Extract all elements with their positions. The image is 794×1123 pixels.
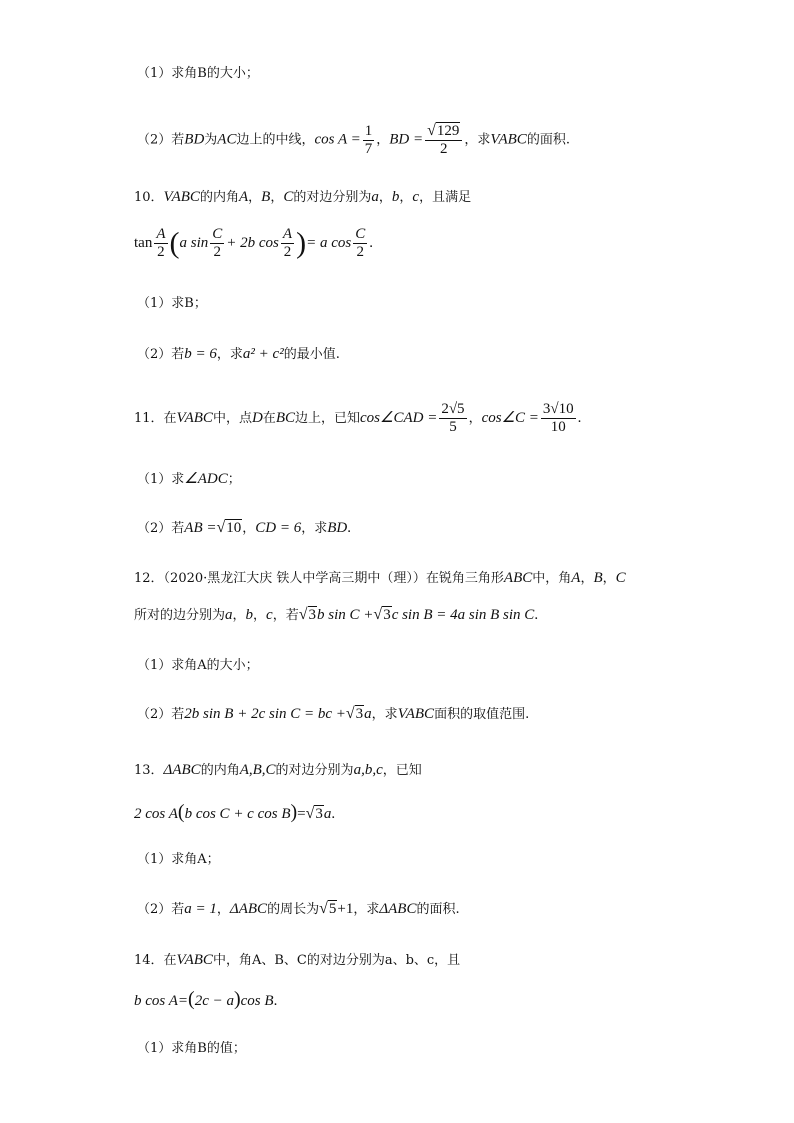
math: CD = 6	[255, 520, 302, 536]
text: （2）若	[137, 521, 185, 536]
math: a² + c²	[242, 346, 284, 362]
question-14-part-1	[137, 1039, 246, 1059]
math: cos A =	[314, 131, 361, 148]
text: ，	[232, 608, 246, 623]
text: （2）若	[137, 707, 185, 722]
text: 的内角	[200, 763, 240, 778]
text: 面积的取值范围.	[434, 707, 530, 722]
numerator: A	[282, 226, 293, 242]
text: ，求	[301, 521, 328, 536]
text: 中，角	[532, 571, 572, 586]
question-10-part-2	[137, 344, 340, 365]
denominator: 2	[440, 141, 448, 157]
text: （1）求角A；	[137, 852, 220, 867]
fraction	[281, 226, 294, 261]
sqrt: √3	[298, 606, 317, 623]
left-paren: (	[169, 226, 180, 260]
text: 的内角	[199, 190, 239, 205]
math: b = 6	[184, 346, 217, 362]
math: = a cos	[306, 235, 352, 251]
sqrt: √3	[305, 805, 323, 822]
fraction	[541, 401, 576, 436]
math: a sin	[179, 235, 209, 251]
left-paren: (	[177, 801, 185, 823]
math: AC	[217, 131, 237, 148]
question-13-equation	[134, 798, 335, 829]
text: （1）求角B的值；	[137, 1041, 246, 1056]
text: 的面积.	[526, 132, 570, 148]
text: 13．	[134, 763, 164, 778]
math: a	[364, 706, 372, 722]
text: （1）求B；	[137, 296, 207, 311]
question-10-part-1	[137, 294, 207, 314]
fraction	[154, 226, 167, 261]
text: 所对的边分别为	[134, 608, 226, 623]
math: B	[593, 570, 603, 586]
math: ∠ADC	[184, 471, 228, 487]
text: （1）求角A的大小；	[137, 658, 259, 673]
math: BD	[327, 520, 348, 536]
math: c	[412, 189, 420, 205]
radicand: 3	[308, 607, 317, 623]
text: ，	[376, 132, 390, 148]
right-paren: )	[296, 226, 307, 260]
math: a,b,c	[353, 762, 383, 778]
math: 2b sin B + 2c sin C = bc +	[184, 706, 346, 722]
text: （2）若	[137, 902, 185, 917]
question-13	[134, 760, 422, 781]
math: ΔABC	[229, 901, 268, 917]
left-paren: (	[188, 988, 195, 1010]
text: ，若	[272, 608, 299, 623]
math: .	[577, 410, 582, 426]
math: .	[331, 806, 336, 822]
numerator: 1	[364, 122, 373, 139]
right-paren: )	[233, 988, 241, 1010]
question-12	[134, 568, 626, 589]
text: 边上，已知	[294, 411, 360, 426]
sqrt: √129	[427, 122, 460, 139]
numerator	[425, 122, 462, 141]
math: b cos C + c cos B	[184, 806, 291, 822]
text: （2）若	[137, 132, 185, 148]
math: ΔABC	[379, 901, 417, 917]
question-13-part-1	[137, 850, 220, 870]
part-2-question	[137, 122, 570, 158]
numerator: 3√10	[542, 401, 574, 417]
math: =	[297, 806, 306, 822]
math: VABC	[176, 952, 213, 968]
sqrt: √10	[216, 519, 242, 536]
math: ABC	[503, 570, 533, 586]
math: BD	[184, 131, 205, 148]
text: ，已知	[382, 763, 422, 778]
text: 的周长为	[267, 902, 320, 917]
math: 2 cos A	[134, 806, 178, 822]
math: C	[615, 570, 626, 586]
math: b	[391, 189, 400, 205]
math: a = 1	[184, 901, 217, 917]
denominator: 2	[157, 244, 165, 260]
question-10-equation	[134, 223, 373, 264]
sqrt: √3	[373, 606, 391, 623]
denominator: 5	[449, 419, 457, 435]
math: cos B	[240, 993, 274, 1009]
numerator: A	[156, 226, 166, 242]
math: A	[238, 189, 249, 205]
fraction	[425, 122, 462, 158]
math: B	[261, 189, 271, 205]
math: C	[283, 189, 294, 205]
question-14-equation	[134, 985, 277, 1016]
text: ，	[216, 902, 230, 917]
text: （1）求角B的大小；	[137, 66, 259, 81]
math: b cos A=	[134, 993, 189, 1009]
math: b	[245, 607, 254, 623]
text: 的对边分别为	[275, 763, 354, 778]
math: +1	[337, 901, 354, 917]
question-11-part-2	[137, 518, 351, 539]
question-13-part-2	[137, 899, 460, 920]
radicand: 3	[315, 806, 323, 822]
math: .	[273, 993, 278, 1009]
math: A	[571, 570, 581, 586]
text: ，求	[371, 707, 398, 722]
text: ，	[399, 190, 413, 205]
fraction	[353, 226, 367, 261]
text: 中，角A、B、C的对边分别为a、b、c，且	[212, 953, 461, 968]
math: AB =	[184, 520, 217, 536]
question-11-part-1	[137, 469, 241, 490]
math: BD =	[389, 131, 424, 148]
math: ΔABC	[163, 762, 201, 778]
text: ；	[227, 472, 241, 487]
question-11	[134, 398, 581, 439]
text: ，且满足	[419, 190, 472, 205]
fraction	[439, 401, 466, 436]
math: a	[371, 189, 379, 205]
text: 11．在	[134, 411, 177, 426]
right-paren: )	[290, 801, 298, 823]
text: 中，点	[212, 411, 252, 426]
math: .	[534, 607, 539, 623]
fraction	[210, 226, 224, 261]
text: （2）若	[137, 347, 185, 362]
math: VABC	[176, 410, 213, 426]
denominator: 10	[550, 419, 566, 435]
text: 在	[262, 411, 276, 426]
math: a	[323, 806, 332, 822]
numerator: 2√5	[441, 401, 465, 417]
text: （1）求	[137, 472, 185, 487]
text: ，	[378, 190, 392, 205]
question-12-cont	[134, 605, 538, 626]
text: 的面积.	[416, 902, 460, 917]
text: 为	[204, 132, 218, 148]
denominator: 2	[356, 244, 364, 260]
fraction	[363, 123, 375, 158]
text: 的对边分别为	[293, 190, 372, 205]
text: ，	[270, 190, 284, 205]
sqrt: √3	[345, 705, 364, 722]
numerator: C	[212, 226, 223, 242]
text: 边上的中线，	[236, 132, 315, 148]
math: c	[266, 607, 273, 623]
radicand: 129	[436, 123, 460, 139]
text: ，	[253, 608, 267, 623]
math: VABC	[163, 189, 200, 205]
text: 10．	[134, 190, 164, 205]
math: cos∠C =	[481, 410, 539, 426]
question-14	[134, 950, 460, 971]
text: ，求	[216, 347, 243, 362]
math: D	[251, 410, 263, 426]
question-12-part-1	[137, 656, 259, 676]
radicand: 3	[355, 706, 364, 722]
radicand: 5	[328, 901, 337, 917]
text: ，	[468, 411, 482, 426]
radicand: 3	[383, 607, 391, 623]
math: b sin C +	[317, 607, 374, 623]
denominator: 7	[364, 140, 373, 157]
denominator: 2	[283, 244, 292, 260]
part-1-question	[137, 64, 259, 84]
text: ，	[602, 571, 616, 586]
math: tan	[134, 235, 153, 251]
text: 的最小值.	[283, 347, 340, 362]
math: a	[225, 607, 233, 623]
math: .	[369, 235, 373, 251]
numerator: C	[355, 226, 366, 242]
math: VABC	[490, 131, 527, 148]
text: ，求	[353, 902, 380, 917]
radicand: 10	[226, 520, 242, 536]
math: + 2b cos	[226, 235, 279, 251]
text: 14．在	[134, 953, 177, 968]
question-10	[134, 187, 471, 208]
math: cos∠CAD =	[360, 410, 438, 426]
text: ，求	[464, 132, 491, 148]
math: BC	[275, 410, 295, 426]
text: ，	[248, 190, 262, 205]
text: ，	[242, 521, 256, 536]
math: 2c − a	[194, 993, 234, 1009]
text: ，	[580, 571, 594, 586]
question-12-part-2	[137, 704, 529, 725]
denominator: 2	[213, 244, 222, 260]
math: .	[347, 520, 352, 536]
math: VABC	[397, 706, 435, 722]
sqrt: √5	[319, 900, 337, 917]
math: A,B,C	[239, 762, 276, 778]
text: 12．（2020·黑龙江大庆 铁人中学高三期中（理））在锐角三角形	[134, 571, 504, 586]
math: c sin B = 4a sin B sin C	[391, 607, 535, 623]
